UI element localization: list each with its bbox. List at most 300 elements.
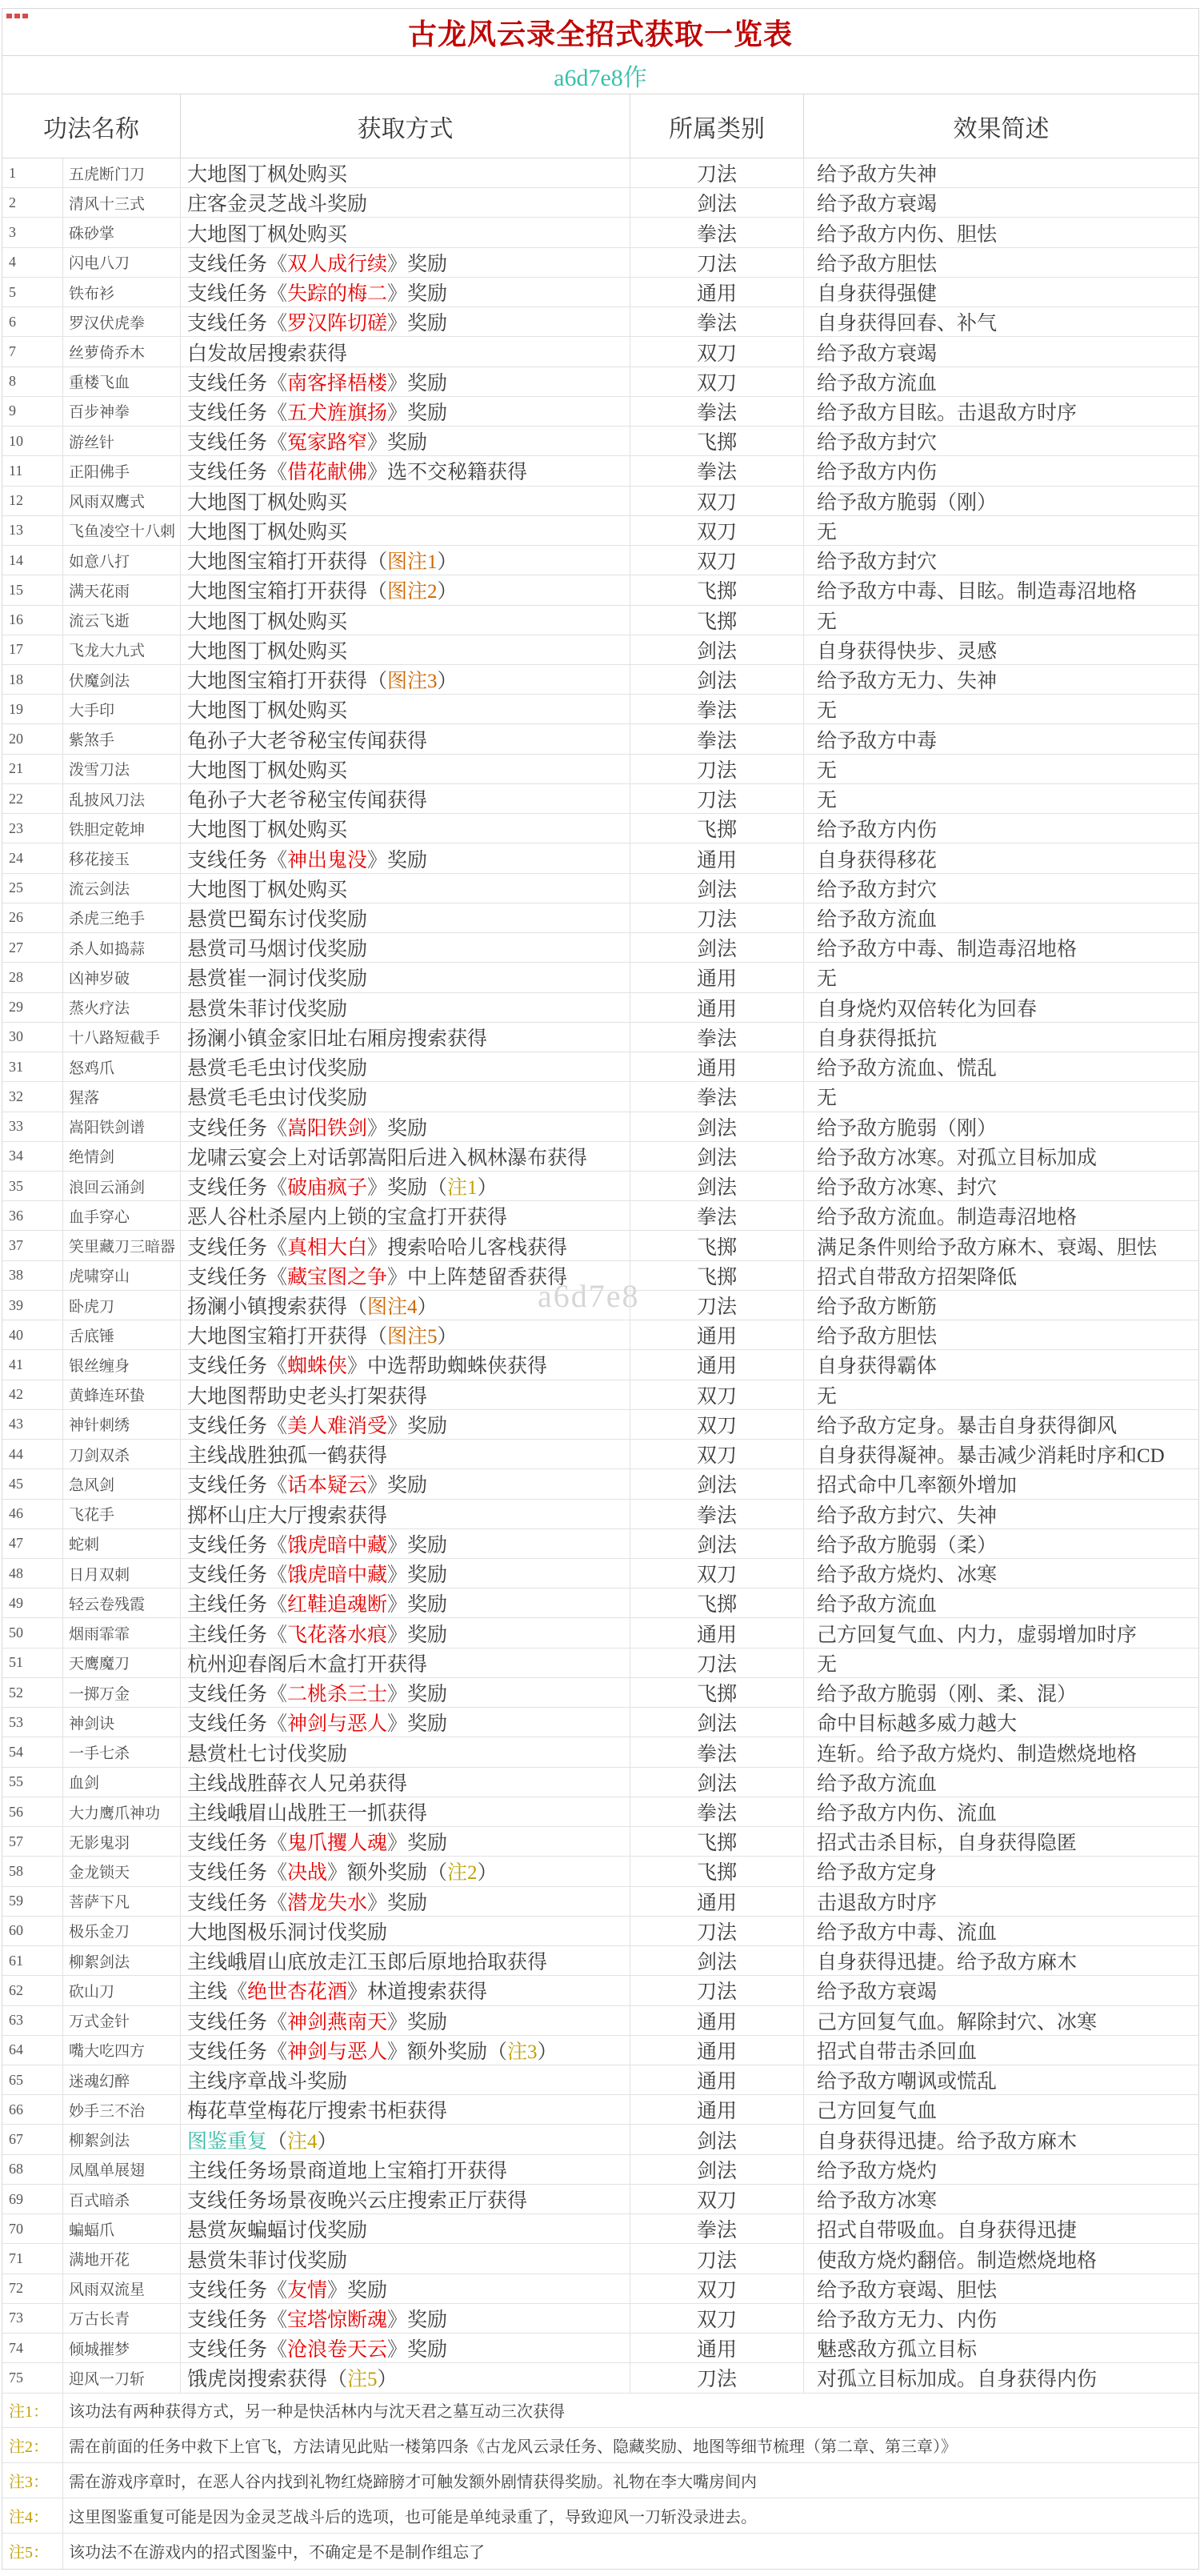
effect-cell: 招式命中几率额外增加	[817, 1475, 1018, 1497]
acquisition-text: 扬澜小镇搜索获得（	[187, 1296, 368, 1319]
effect-cell: 给予敌方中毒、目眩。制造毒沼地格	[817, 581, 1138, 603]
row-number-cell: 10	[2, 427, 63, 455]
table-row	[2, 2095, 1198, 2125]
table-row	[2, 1231, 1198, 1260]
acquisition-cell	[181, 158, 630, 187]
acquisition-cell	[181, 874, 630, 903]
row-number-cell: 65	[2, 2065, 63, 2094]
acquisition-cell	[181, 1410, 630, 1439]
quest-name-text: 沧浪卷天云	[287, 2339, 388, 2362]
quest-name-text: 破庙疯子	[287, 1177, 368, 1200]
footnote-label: 注5：	[2, 2534, 63, 2569]
category-cell: 刀法	[630, 784, 804, 813]
effect-cell: 对孤立目标加成。自身获得内伤	[817, 2369, 1098, 2391]
acquisition-cell	[181, 516, 630, 545]
table-row	[2, 1082, 1198, 1112]
effect-cell: 自身获得强健	[817, 283, 938, 306]
acquisition-cell	[181, 248, 630, 277]
acquisition-text: 支线任务《	[187, 462, 288, 484]
row-number-cell: 54	[2, 1737, 63, 1766]
table-row	[2, 248, 1198, 278]
acquisition-text: 支线任务《	[187, 1713, 288, 1736]
skill-name-cell: 神剑诀	[63, 1708, 181, 1737]
effect-cell: 给予敌方无力、内伤	[817, 2309, 998, 2331]
acquisition-text: 大地图丁枫处购买	[187, 759, 348, 782]
category-cell: 通用	[630, 1052, 804, 1081]
figure-note-ref: 图注4	[367, 1296, 418, 1319]
acquisition-cell	[181, 1946, 630, 1975]
quest-name-text: 绝世杏花酒	[247, 1981, 348, 2004]
row-number-cell: 33	[2, 1112, 63, 1141]
category-cell: 拳法	[630, 1500, 804, 1528]
row-number-cell: 20	[2, 724, 63, 753]
acquisition-cell	[181, 546, 630, 575]
category-cell: 飞掷	[630, 606, 804, 635]
category-cell: 飞掷	[630, 814, 804, 843]
acquisition-text: ）	[437, 1326, 458, 1348]
skill-name-cell: 铁布衫	[63, 278, 181, 306]
quest-name-text: 潜龙失水	[287, 1892, 368, 1914]
acquisition-cell	[181, 337, 630, 366]
row-number-cell: 39	[2, 1291, 63, 1320]
row-number-cell: 68	[2, 2155, 63, 2184]
effect-cell: 招式击杀目标，自身获得隐匿	[817, 1833, 1078, 1855]
author-credit: a6d7e8作	[554, 64, 647, 91]
quest-name-text: 失踪的梅二	[287, 283, 388, 306]
row-number-cell: 30	[2, 1023, 63, 1052]
category-cell: 通用	[630, 1350, 804, 1379]
skill-name-cell: 如意八打	[63, 546, 181, 575]
footnote-text: 该功法有两种获得方式，另一种是快活林内与沈天君之墓互动三次获得	[69, 2403, 565, 2422]
skill-name-cell: 铁胆定乾坤	[63, 814, 181, 843]
skill-name-cell: 大手印	[63, 695, 181, 723]
page-title: 古龙风云录全招式获取一览表	[407, 18, 793, 50]
cropped-text-remnant	[6, 8, 38, 14]
row-number-cell: 23	[2, 814, 63, 843]
acquisition-cell	[181, 427, 630, 455]
table-row	[2, 2185, 1198, 2214]
acquisition-text: ）	[477, 1862, 498, 1885]
acquisition-text: 》额外奖励（	[327, 1862, 448, 1885]
footnote-label: 注3：	[2, 2463, 63, 2498]
acquisition-cell	[181, 2125, 630, 2153]
acquisition-cell	[181, 665, 630, 694]
acquisition-cell	[181, 755, 630, 783]
table-row	[2, 2334, 1198, 2363]
category-cell: 拳法	[630, 1737, 804, 1766]
table-row	[2, 1052, 1198, 1082]
category-cell: 双刀	[630, 2304, 804, 2333]
table-row	[2, 933, 1198, 963]
row-number-cell: 4	[2, 248, 63, 277]
acquisition-text: 主线序章战斗奖励	[187, 2071, 348, 2093]
table-row	[2, 1291, 1198, 1320]
acquisition-cell	[181, 397, 630, 426]
category-cell: 拳法	[630, 1023, 804, 1052]
category-cell: 通用	[630, 1320, 804, 1349]
table-row	[2, 1887, 1198, 1917]
table-row	[2, 2155, 1198, 2185]
acquisition-cell	[181, 2244, 630, 2273]
row-number-cell: 37	[2, 1231, 63, 1260]
skill-name-cell: 蝙蝠爪	[63, 2214, 181, 2243]
row-number-cell: 73	[2, 2304, 63, 2333]
skill-name-cell: 无影鬼羽	[63, 1827, 181, 1856]
category-cell: 飞掷	[630, 1588, 804, 1617]
quest-name-text: 真相大白	[287, 1236, 368, 1259]
skill-name-cell: 清风十三式	[63, 188, 181, 217]
acquisition-cell	[181, 1559, 630, 1588]
effect-cell: 无	[817, 759, 838, 782]
acquisition-cell	[181, 1678, 630, 1707]
skill-name-cell: 银丝缠身	[63, 1350, 181, 1379]
category-cell: 拳法	[630, 307, 804, 336]
table-row	[2, 1469, 1198, 1499]
skill-name-cell: 迷魂幻醉	[63, 2065, 181, 2094]
footnote-ref: 注2	[447, 1862, 478, 1885]
quest-name-text: 二桃杀三士	[287, 1684, 388, 1706]
effect-cell: 无	[817, 700, 838, 723]
duplicate-flag-text: 图鉴重复	[187, 2130, 268, 2153]
row-number-cell: 8	[2, 367, 63, 396]
acquisition-text: 大地图宝箱打开获得（	[187, 1326, 388, 1348]
table-row	[2, 188, 1198, 218]
category-cell: 双刀	[630, 337, 804, 366]
table-row	[2, 307, 1198, 337]
acquisition-cell	[181, 1976, 630, 2005]
acquisition-text: 大地图丁枫处购买	[187, 640, 348, 663]
skill-name-cell: 浪回云涌剑	[63, 1172, 181, 1200]
category-cell: 通用	[630, 2095, 804, 2124]
footnotes	[2, 2394, 1198, 2569]
skill-name-cell: 血剑	[63, 1768, 181, 1797]
acquisition-text: 白发故居搜索获得	[187, 343, 348, 365]
acquisition-text: 》奖励	[367, 849, 428, 871]
acquisition-text: 主线战胜薛衣人兄弟获得	[187, 1773, 408, 1795]
table-row	[2, 1857, 1198, 1886]
skill-name-cell: 伏魔剑法	[63, 665, 181, 694]
row-number-cell: 2	[2, 188, 63, 217]
acquisition-cell	[181, 1649, 630, 1677]
acquisition-text: 支线任务《	[187, 1684, 288, 1706]
category-cell: 剑法	[630, 874, 804, 903]
category-cell: 拳法	[630, 1201, 804, 1230]
row-number-cell: 60	[2, 1917, 63, 1945]
skill-name-cell: 杀虎三绝手	[63, 903, 181, 932]
quest-name-text: 决战	[287, 1862, 328, 1885]
category-cell: 剑法	[630, 1172, 804, 1200]
row-number-cell: 31	[2, 1052, 63, 1081]
acquisition-cell	[181, 575, 630, 604]
table-row	[2, 2363, 1198, 2393]
row-number-cell: 3	[2, 218, 63, 246]
table-row	[2, 1946, 1198, 1976]
table-row	[2, 1559, 1198, 1588]
skill-name-cell: 绝情剑	[63, 1142, 181, 1171]
effect-cell: 给予敌方内伤	[817, 462, 938, 484]
table-row	[2, 2304, 1198, 2334]
effect-cell: 给予敌方衰竭	[817, 194, 938, 216]
row-number-cell: 34	[2, 1142, 63, 1171]
skill-name-cell: 柳絮剑法	[63, 2125, 181, 2153]
category-cell: 剑法	[630, 1112, 804, 1141]
category-cell: 双刀	[630, 546, 804, 575]
skill-name-cell: 金龙锁天	[63, 1857, 181, 1885]
acquisition-cell	[181, 307, 630, 336]
skill-name-cell: 泼雪刀法	[63, 755, 181, 783]
acquisition-cell	[181, 1618, 630, 1647]
acquisition-cell	[181, 2065, 630, 2094]
table-row	[2, 1201, 1198, 1231]
acquisition-cell	[181, 1797, 630, 1826]
acquisition-text: 大地图宝箱打开获得（	[187, 581, 388, 603]
category-cell: 拳法	[630, 397, 804, 426]
table-row	[2, 1737, 1198, 1767]
row-number-cell: 24	[2, 843, 63, 872]
acquisition-text: 》奖励	[387, 2339, 448, 2362]
effect-cell: 无	[817, 1653, 838, 1676]
row-number-cell: 15	[2, 575, 63, 604]
acquisition-text: 》奖励	[387, 2011, 448, 2033]
category-cell: 通用	[630, 963, 804, 992]
effect-cell: 给予敌方中毒、流血	[817, 1921, 998, 1944]
acquisition-text: 支线任务《	[187, 1356, 288, 1378]
category-cell: 刀法	[630, 903, 804, 932]
footnote-text: 需在前面的任务中救下上官飞，方法请见此贴一楼第四条《古龙风云录任务、隐藏奖励、地图等细节梳理（第二章、第三章）》	[69, 2438, 957, 2457]
effect-cell: 给予敌方脆弱（刚、柔、混）	[817, 1684, 1078, 1706]
row-number-cell: 58	[2, 1857, 63, 1885]
quest-name-text: 饿虎暗中藏	[287, 1564, 388, 1587]
row-number-cell: 57	[2, 1827, 63, 1856]
acquisition-text: 支线任务《	[187, 1564, 288, 1587]
acquisition-text: ）	[437, 581, 458, 603]
effect-cell: 给予敌方无力、失神	[817, 671, 998, 693]
acquisition-text: 支线任务《	[187, 1475, 288, 1497]
acquisition-text: 悬赏毛毛虫讨伐奖励	[187, 1088, 368, 1110]
skill-name-cell: 百式暗杀	[63, 2185, 181, 2213]
figure-note-ref: 图注2	[387, 581, 438, 603]
skill-name-cell: 凤凰单展翅	[63, 2155, 181, 2184]
acquisition-text: 大地图丁枫处购买	[187, 491, 348, 514]
acquisition-text: 》奖励	[367, 432, 428, 455]
skill-name-cell: 风雨双流星	[63, 2274, 181, 2303]
row-number-cell: 72	[2, 2274, 63, 2303]
category-cell: 飞掷	[630, 1827, 804, 1856]
effect-cell: 给予敌方封穴	[817, 551, 938, 574]
effect-cell: 无	[817, 1385, 838, 1408]
row-number-cell: 42	[2, 1380, 63, 1409]
effect-cell: 给予敌方封穴	[817, 879, 938, 901]
category-cell: 通用	[630, 2036, 804, 2065]
category-cell: 通用	[630, 843, 804, 872]
footnote-row	[2, 2463, 1198, 2498]
acquisition-cell	[181, 456, 630, 485]
acquisition-text: 支线任务《	[187, 2011, 288, 2033]
table-row	[2, 1649, 1198, 1678]
table-row	[2, 665, 1198, 695]
table-row	[2, 903, 1198, 933]
skill-name-cell: 血手穿心	[63, 1201, 181, 1230]
category-cell: 剑法	[630, 1469, 804, 1498]
acquisition-text: 》奖励	[387, 1833, 448, 1855]
acquisition-text: 》奖励	[387, 1564, 448, 1587]
footnote-label: 注2：	[2, 2428, 63, 2462]
acquisition-cell	[181, 1708, 630, 1737]
acquisition-text: 大地图帮助史老头打架获得	[187, 1385, 428, 1408]
acquisition-text: 》额外奖励（	[387, 2041, 508, 2063]
effect-cell: 给予敌方封穴、失神	[817, 1504, 998, 1527]
effect-cell: 招式自带敌方招架降低	[817, 1266, 1018, 1288]
quest-name-text: 鬼爪攫人魂	[287, 1833, 388, 1855]
table-body	[2, 158, 1198, 2394]
skill-name-cell: 丝萝倚乔木	[63, 337, 181, 366]
table-row	[2, 1142, 1198, 1172]
acquisition-cell	[181, 367, 630, 396]
skill-name-cell: 嘴大吃四方	[63, 2036, 181, 2065]
category-cell: 飞掷	[630, 1857, 804, 1885]
acquisition-cell	[181, 2185, 630, 2213]
skill-name-cell: 舌底锤	[63, 1320, 181, 1349]
table-row	[2, 427, 1198, 456]
acquisition-cell	[181, 2334, 630, 2362]
row-number-cell: 61	[2, 1946, 63, 1975]
effect-cell: 己方回复气血	[817, 2101, 938, 2123]
acquisition-text: 悬赏朱菲讨伐奖励	[187, 998, 348, 1020]
skill-name-cell: 神针刺绣	[63, 1410, 181, 1439]
footnote-ref: 注4	[287, 2130, 318, 2153]
row-number-cell: 52	[2, 1678, 63, 1707]
category-cell: 双刀	[630, 2274, 804, 2303]
acquisition-cell	[181, 1737, 630, 1766]
skill-name-cell: 杀人如捣蒜	[63, 933, 181, 962]
acquisition-cell	[181, 635, 630, 664]
figure-note-ref: 图注1	[387, 551, 438, 574]
acquisition-cell	[181, 1917, 630, 1945]
skill-name-cell: 极乐金刀	[63, 1917, 181, 1945]
acquisition-text: 悬赏巴蜀东讨伐奖励	[187, 908, 368, 931]
acquisition-text: ）	[477, 1177, 498, 1200]
skill-name-cell: 妙手三不治	[63, 2095, 181, 2124]
table-row	[2, 1380, 1198, 1410]
category-cell: 拳法	[630, 695, 804, 723]
acquisition-text: 主线峨眉山底放走江玉郎后原地拾取获得	[187, 1952, 548, 1974]
acquisition-text: 》奖励	[387, 1713, 448, 1736]
skill-name-cell: 日月双刺	[63, 1559, 181, 1588]
skill-name-cell: 重楼飞血	[63, 367, 181, 396]
acquisition-text: 大地图丁枫处购买	[187, 700, 348, 723]
skill-name-cell: 倾城摧梦	[63, 2334, 181, 2362]
acquisition-text: 主线峨眉山战胜王一抓获得	[187, 1803, 428, 1825]
effect-cell: 给予敌方衰竭、胆怯	[817, 2279, 998, 2302]
acquisition-text: 主线任务场景商道地上宝箱打开获得	[187, 2160, 508, 2182]
footnote-ref: 注5	[347, 2369, 378, 2391]
quest-name-text: 话本疑云	[287, 1475, 368, 1497]
category-cell: 刀法	[630, 158, 804, 187]
skill-name-cell: 笑里藏刀三暗器	[63, 1231, 181, 1260]
row-number-cell: 46	[2, 1500, 63, 1528]
acquisition-text: 支线任务场景夜晚兴云庄搜索正厅获得	[187, 2190, 528, 2213]
quest-name-text: 飞花落水痕	[287, 1624, 388, 1646]
acquisition-text: 大地图宝箱打开获得（	[187, 551, 388, 574]
acquisition-cell	[181, 1172, 630, 1200]
skill-name-cell: 十八路短截手	[63, 1023, 181, 1052]
row-number-cell: 67	[2, 2125, 63, 2153]
acquisition-text: ）	[317, 2130, 338, 2153]
row-number-cell: 27	[2, 933, 63, 962]
quest-name-text: 藏宝图之争	[287, 1266, 388, 1288]
acquisition-cell	[181, 1320, 630, 1349]
acquisition-cell	[181, 1529, 630, 1558]
skill-name-cell: 移花接玉	[63, 843, 181, 872]
acquisition-text: 饿虎岗搜索获得（	[187, 2369, 348, 2391]
acquisition-text: 》奖励	[367, 1892, 428, 1914]
acquisition-text: 杭州迎春阁后木盒打开获得	[187, 1653, 428, 1676]
acquisition-text: 大地图丁枫处购买	[187, 223, 348, 246]
category-cell: 刀法	[630, 1291, 804, 1320]
effect-cell: 无	[817, 790, 838, 812]
acquisition-cell	[181, 1261, 630, 1290]
acquisition-text: 》奖励	[387, 313, 448, 335]
table-row	[2, 1112, 1198, 1142]
row-number-cell: 14	[2, 546, 63, 575]
skill-name-cell: 飞鱼凌空十八刺	[63, 516, 181, 545]
skill-table-sheet	[2, 8, 1199, 2570]
acquisition-text: 》奖励	[367, 1475, 428, 1497]
acquisition-cell	[181, 814, 630, 843]
skill-name-cell: 正阳佛手	[63, 456, 181, 485]
effect-cell: 给予敌方冰寒、封穴	[817, 1177, 998, 1200]
acquisition-cell	[181, 1887, 630, 1916]
skill-name-cell: 一掷万金	[63, 1678, 181, 1707]
acquisition-text: 大地图宝箱打开获得（	[187, 671, 388, 693]
effect-cell: 给予敌方内伤、胆怯	[817, 223, 998, 246]
row-number-cell: 51	[2, 1649, 63, 1677]
table-row	[2, 397, 1198, 427]
acquisition-text: 支线任务《	[187, 402, 288, 424]
quest-name-text: 神剑燕南天	[287, 2011, 388, 2033]
row-number-cell: 49	[2, 1588, 63, 1617]
skill-name-cell: 五虎断门刀	[63, 158, 181, 187]
acquisition-text: 梅花草堂梅花厅搜索书柜获得	[187, 2101, 448, 2123]
skill-name-cell: 卧虎刀	[63, 1291, 181, 1320]
acquisition-text: 支线任务《	[187, 2279, 288, 2302]
category-cell: 双刀	[630, 1380, 804, 1409]
acquisition-text: 主线战胜独孤一鹤获得	[187, 1445, 388, 1468]
acquisition-text: 》奖励（	[367, 1177, 448, 1200]
quest-name-text: 宝塔惊断魂	[287, 2309, 388, 2331]
footnote-label: 注1：	[2, 2394, 63, 2428]
acquisition-cell	[181, 2006, 630, 2035]
acquisition-cell	[181, 218, 630, 246]
table-row	[2, 575, 1198, 605]
acquisition-text: 支线任务《	[187, 313, 288, 335]
table-row	[2, 606, 1198, 635]
category-cell: 刀法	[630, 1976, 804, 2005]
category-cell: 双刀	[630, 367, 804, 396]
row-number-cell: 21	[2, 755, 63, 783]
watermark: a6d7e8	[538, 1278, 640, 1314]
skill-name-cell: 一手七杀	[63, 1737, 181, 1766]
row-number-cell: 63	[2, 2006, 63, 2035]
table-row	[2, 2006, 1198, 2036]
acquisition-text: 支线任务《	[187, 2041, 288, 2063]
table-row	[2, 337, 1198, 367]
skill-name-cell: 风雨双鹰式	[63, 487, 181, 515]
row-number-cell: 75	[2, 2363, 63, 2392]
acquisition-cell	[181, 188, 630, 217]
row-number-cell: 35	[2, 1172, 63, 1200]
effect-cell: 魅惑敌方孤立目标	[817, 2339, 978, 2362]
